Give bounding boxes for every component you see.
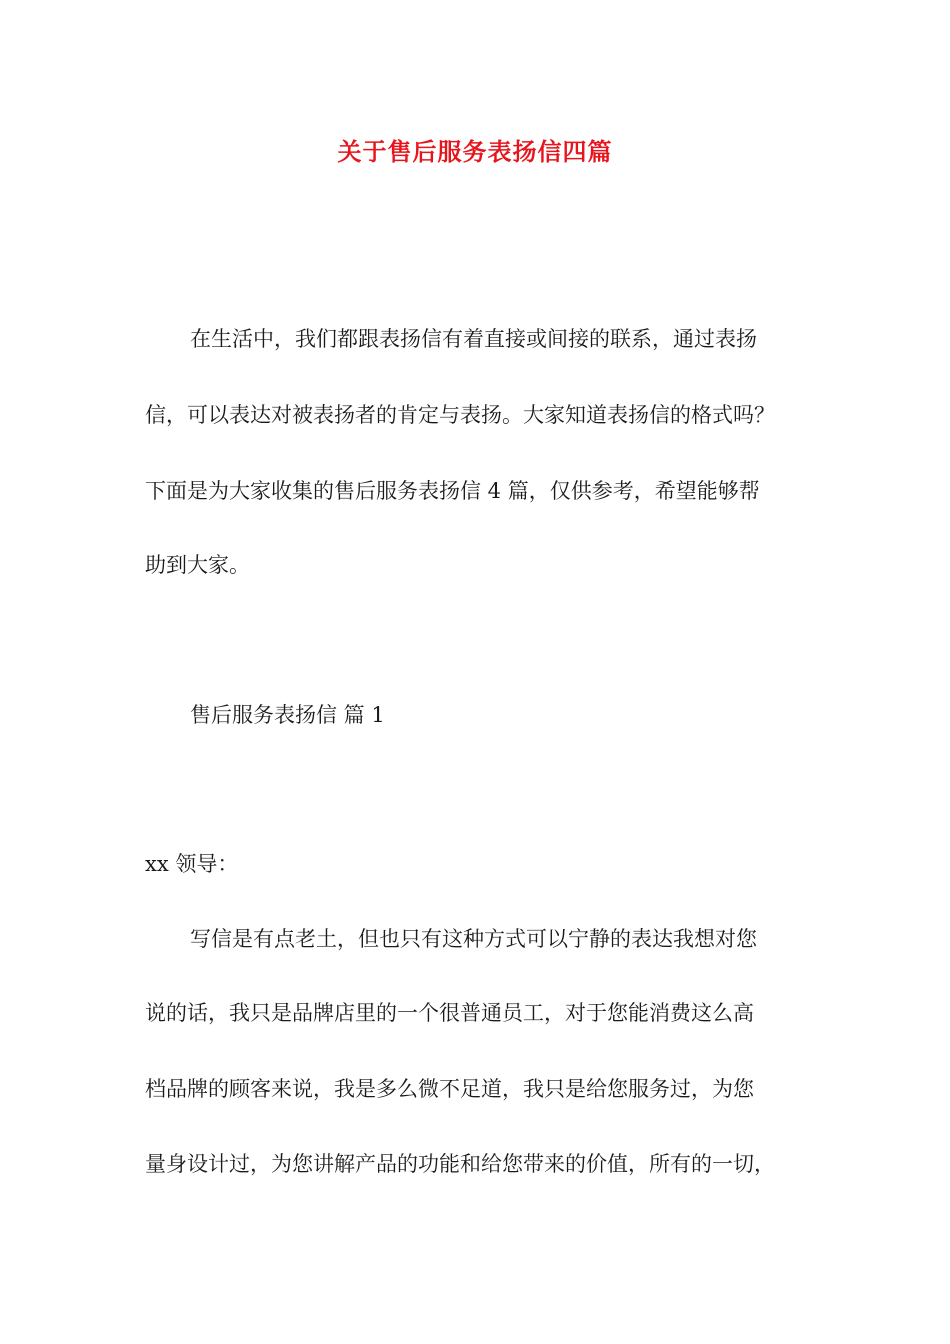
body-line-3: 档品牌的顾客来说，我是多么微不足道，我只是给您服务过，为您: [145, 1077, 754, 1101]
intro-line-2: 信，可以表达对被表扬者的肯定与表扬。大家知道表扬信的格式吗？: [145, 403, 775, 427]
intro-line-3: 下面是为大家收集的售后服务表扬信 4 篇，仅供参考，希望能够帮: [145, 479, 760, 503]
salutation: xx 领导：: [145, 852, 239, 876]
document-title: 关于售后服务表扬信四篇: [337, 138, 613, 166]
body-line-2: 说的话，我只是品牌店里的一个很普通员工，对于您能消费这么高: [145, 1001, 754, 1025]
body-line-1: 写信是有点老土，但也只有这种方式可以宁静的表达我想对您: [190, 927, 757, 951]
body-line-4: 量身设计过，为您讲解产品的功能和给您带来的价值，所有的一切，: [145, 1152, 775, 1176]
intro-line-4: 助到大家。: [145, 553, 250, 577]
section-heading: 售后服务表扬信 篇 1: [190, 703, 385, 727]
intro-line-1: 在生活中，我们都跟表扬信有着直接或间接的联系，通过表扬: [190, 327, 757, 351]
